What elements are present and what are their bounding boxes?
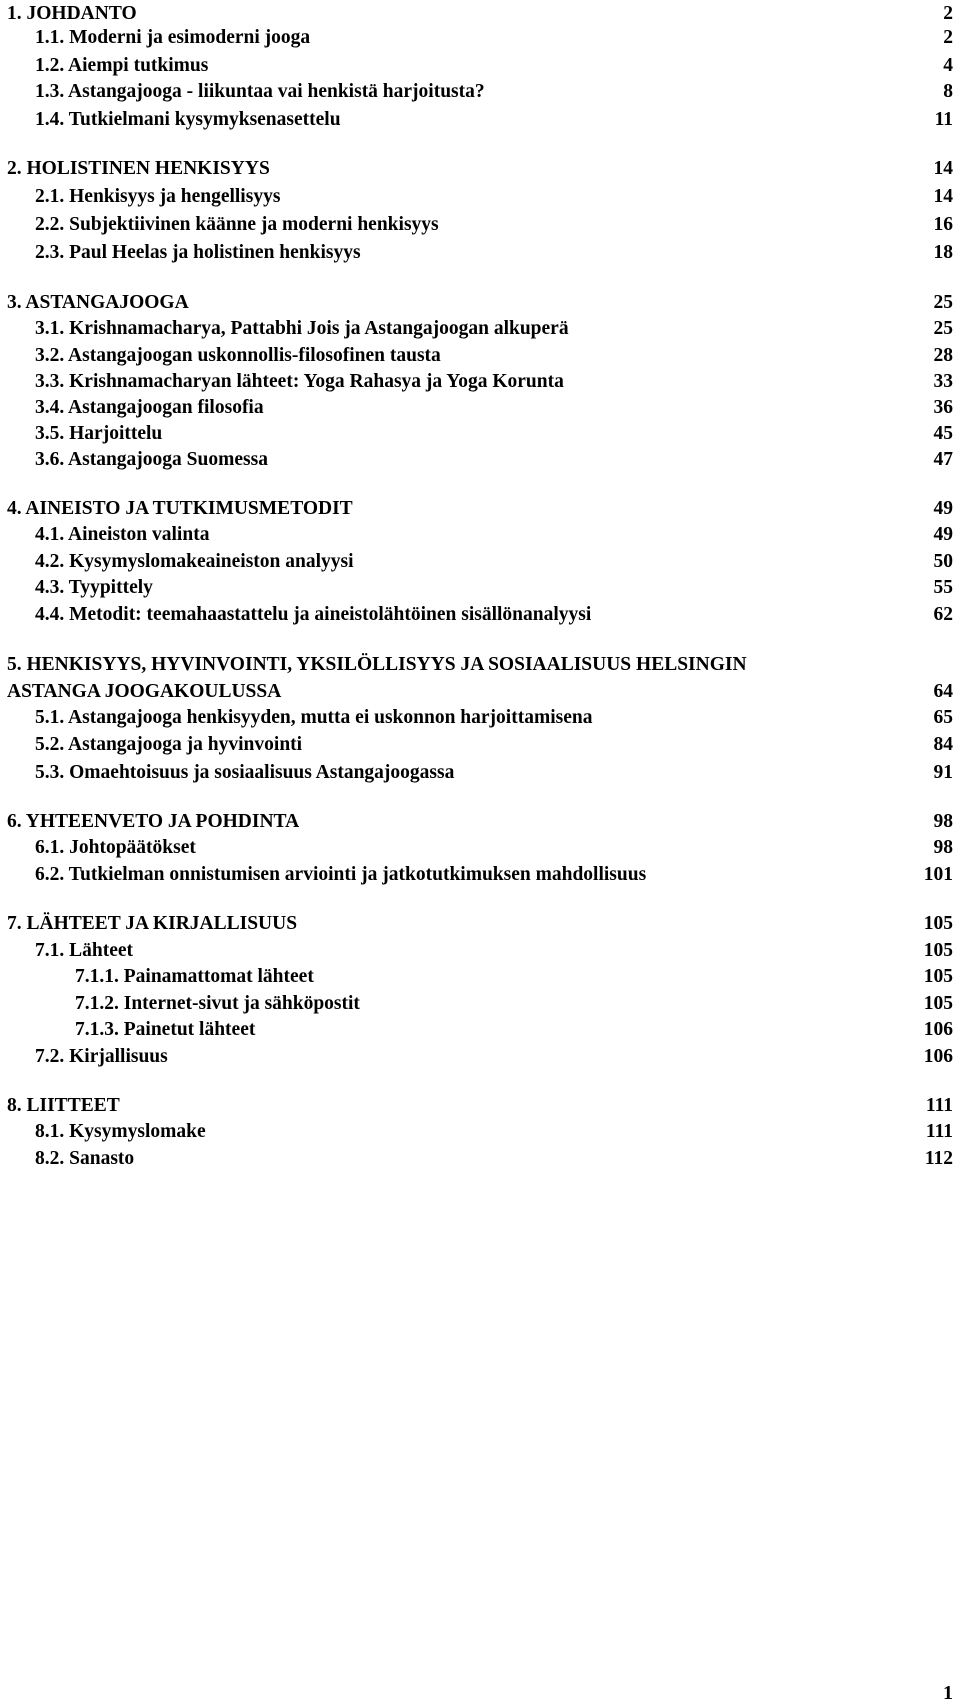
toc-entry-page: 112 xyxy=(924,1148,953,1169)
toc-entry xyxy=(35,394,953,422)
toc-entry-title: 3. ASTANGAJOOGA xyxy=(7,292,189,313)
toc-entry-page: 55 xyxy=(933,577,953,598)
toc-entry-title: 1. JOHDANTO xyxy=(7,3,137,24)
toc-entry xyxy=(7,155,953,183)
toc-entry-page: 45 xyxy=(933,423,953,444)
toc-entry-title: 2.3. Paul Heelas ja holistinen henkisyys xyxy=(35,242,361,263)
toc-entry-page: 18 xyxy=(933,242,953,263)
toc-entry xyxy=(7,678,953,706)
toc-entry-page: 101 xyxy=(923,864,953,885)
toc-entry-title: 1.2. Aiempi tutkimus xyxy=(35,55,209,76)
toc-entry xyxy=(35,239,953,267)
toc-entry xyxy=(35,211,953,239)
toc-entry-page: 2 xyxy=(943,3,953,24)
toc-entry xyxy=(35,446,953,474)
toc-entry-page: 14 xyxy=(933,186,953,207)
toc-entry-page: 111 xyxy=(925,1095,953,1116)
toc-entry xyxy=(7,910,953,938)
toc-entry xyxy=(35,24,953,52)
toc-entry xyxy=(7,495,953,523)
toc-entry-page: 105 xyxy=(923,913,953,934)
toc-entry-page: 49 xyxy=(933,498,953,519)
toc-entry xyxy=(35,52,953,80)
toc-entry-page: 28 xyxy=(933,345,953,366)
toc-entry-title: 5.1. Astangajooga henkisyyden, mutta ei uskonnon harjoittamisena xyxy=(35,707,593,728)
toc-entry-title: 1.3. Astangajooga - liikuntaa vai henkistä harjoitusta? xyxy=(35,81,485,102)
toc-entry-page: 11 xyxy=(934,109,953,130)
toc-entry xyxy=(35,937,953,965)
toc-entry-page: 8 xyxy=(943,81,953,102)
toc-entry xyxy=(35,342,953,370)
toc-entry-title: ASTANGA JOOGAKOULUSSA xyxy=(7,681,282,702)
toc-entry xyxy=(35,861,953,889)
toc-entry-page: 50 xyxy=(933,551,953,572)
toc-entry-title: 7.2. Kirjallisuus xyxy=(35,1046,168,1067)
toc-entry-title: 6.2. Tutkielman onnistumisen arviointi ja jatkotutkimuksen mahdollisuus xyxy=(35,864,647,885)
toc-entry-page: 98 xyxy=(933,837,953,858)
toc-entry-title: 7.1.2. Internet-sivut ja sähköpostit xyxy=(75,993,360,1014)
toc-entry xyxy=(35,704,953,732)
toc-entry xyxy=(35,759,953,787)
toc-entry-title: 4.3. Tyypittely xyxy=(35,577,153,598)
toc-entry xyxy=(35,1145,953,1173)
toc-entry xyxy=(35,183,953,211)
toc-entry-title: 1.4. Tutkielmani kysymyksenasettelu xyxy=(35,109,341,130)
toc-entry xyxy=(75,1016,953,1044)
toc-entry xyxy=(35,574,953,602)
toc-entry-title: 4.2. Kysymyslomakeaineiston analyysi xyxy=(35,551,354,572)
toc-entry xyxy=(35,731,953,759)
toc-entry-page: 49 xyxy=(933,524,953,545)
toc-entry-title: 7. LÄHTEET JA KIRJALLISUUS xyxy=(7,913,298,934)
toc-entry xyxy=(75,963,953,991)
toc-entry-page: 111 xyxy=(925,1121,953,1142)
page-number: 1 xyxy=(943,1682,953,1704)
toc-entry-page: 64 xyxy=(933,681,953,702)
toc-entry-title: 5.3. Omaehtoisuus ja sosiaalisuus Astangajoogassa xyxy=(35,762,455,783)
toc-entry-title: 8.1. Kysymyslomake xyxy=(35,1121,206,1142)
toc-entry-title: 5. HENKISYYS, HYVINVOINTI, YKSILÖLLISYYS JA SOSIAALISUUS HELSINGIN xyxy=(7,654,747,675)
toc-entry-title: 3.4. Astangajoogan filosofia xyxy=(35,397,264,418)
toc-entry-title: 2.1. Henkisyys ja hengellisyys xyxy=(35,186,281,207)
toc-entry-page: 65 xyxy=(933,707,953,728)
toc-entry xyxy=(35,521,953,549)
toc-entry xyxy=(35,1118,953,1146)
toc-entry-page: 98 xyxy=(933,811,953,832)
toc-entry-page: 84 xyxy=(933,734,953,755)
toc-entry-page: 105 xyxy=(923,966,953,987)
toc-entry xyxy=(35,1043,953,1071)
toc-entry xyxy=(35,368,953,396)
toc-entry-page: 16 xyxy=(933,214,953,235)
toc-entry xyxy=(7,651,953,679)
toc-entry-page: 25 xyxy=(933,318,953,339)
toc-entry-title: 4.4. Metodit: teemahaastattelu ja aineistolähtöinen sisällönanalyysi xyxy=(35,604,592,625)
toc-entry-page: 4 xyxy=(943,55,953,76)
toc-entry-page: 62 xyxy=(933,604,953,625)
toc-entry-title: 3.2. Astangajoogan uskonnollis-filosofinen tausta xyxy=(35,345,441,366)
toc-entry-title: 2. HOLISTINEN HENKISYYS xyxy=(7,158,270,179)
toc-entry-title: 4.1. Aineiston valinta xyxy=(35,524,210,545)
toc-entry xyxy=(7,289,953,317)
toc-entry-page: 14 xyxy=(933,158,953,179)
toc-entry-title: 6. YHTEENVETO JA POHDINTA xyxy=(7,811,300,832)
toc-entry-title: 3.1. Krishnamacharya, Pattabhi Jois ja Astangajoogan alkuperä xyxy=(35,318,569,339)
toc-entry-title: 7.1.1. Painamattomat lähteet xyxy=(75,966,314,987)
toc-entry xyxy=(35,601,953,629)
toc-entry-title: 6.1. Johtopäätökset xyxy=(35,837,196,858)
toc-entry xyxy=(35,315,953,343)
toc-entry-page: 105 xyxy=(923,993,953,1014)
toc-entry-title: 4. AINEISTO JA TUTKIMUSMETODIT xyxy=(7,498,353,519)
toc-entry-title: 8. LIITTEET xyxy=(7,1095,120,1116)
toc-entry-title: 2.2. Subjektiivinen käänne ja moderni henkisyys xyxy=(35,214,439,235)
toc-entry-title: 5.2. Astangajooga ja hyvinvointi xyxy=(35,734,303,755)
toc-entry xyxy=(35,548,953,576)
toc-entry-title: 1.1. Moderni ja esimoderni jooga xyxy=(35,27,311,48)
toc-entry xyxy=(35,420,953,448)
toc-entry-title: 8.2. Sanasto xyxy=(35,1148,135,1169)
toc-entry-page: 106 xyxy=(923,1019,953,1040)
toc-entry-page: 91 xyxy=(933,762,953,783)
toc-entry-page: 106 xyxy=(923,1046,953,1067)
toc-entry-page: 33 xyxy=(933,371,953,392)
toc-entry xyxy=(35,106,953,134)
toc-entry-title: 7.1.3. Painetut lähteet xyxy=(75,1019,256,1040)
toc-entry-title: 3.6. Astangajooga Suomessa xyxy=(35,449,268,470)
toc-entry xyxy=(35,834,953,862)
toc-entry xyxy=(75,990,953,1018)
toc-entry xyxy=(35,78,953,106)
toc-entry-title: 7.1. Lähteet xyxy=(35,940,134,961)
toc-entry-title: 3.3. Krishnamacharyan lähteet: Yoga Rahasya ja Yoga Korunta xyxy=(35,371,564,392)
toc-entry-page: 2 xyxy=(943,27,953,48)
toc-entry-page: 25 xyxy=(933,292,953,313)
toc-entry xyxy=(7,808,953,836)
toc-entry-page: 47 xyxy=(933,449,953,470)
toc-entry-title: 3.5. Harjoittelu xyxy=(35,423,163,444)
toc-entry-page: 105 xyxy=(923,940,953,961)
toc-entry-page: 36 xyxy=(933,397,953,418)
toc-entry xyxy=(7,1092,953,1120)
